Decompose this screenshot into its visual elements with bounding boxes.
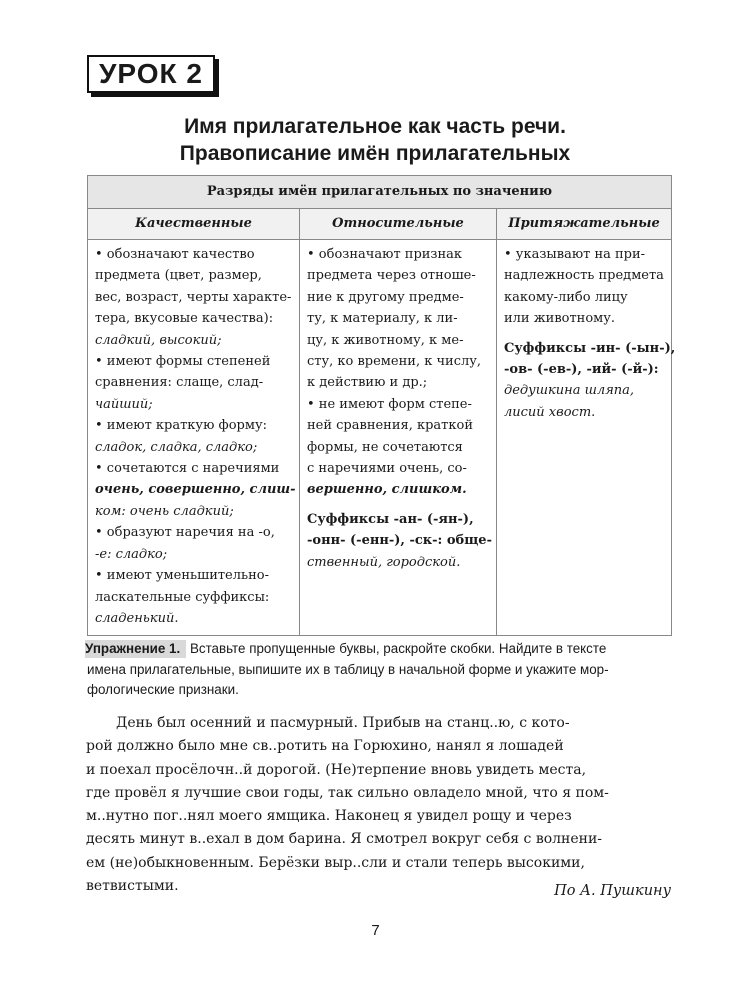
cell-line: • сочетаются с наречиями (95, 461, 280, 477)
cell-line: ние к другому предме- (307, 289, 464, 305)
exercise-text-line: фологические признаки. (87, 682, 239, 697)
cell-line: сладок, сладка, сладко; (95, 439, 258, 455)
table-caption: Разряды имён прилагательных по значению (88, 176, 672, 209)
cell-line: • образуют наречия на -о, (95, 525, 275, 541)
author-attribution: По А. Пушкину (554, 883, 671, 899)
cell-line: ласкательные суффиксы: (95, 589, 270, 605)
suffix-line: дедушкина шляпа, (504, 383, 635, 399)
text-line: десять минут в..ехал в дом барина. Я смотрел вокруг себя с волнени- (86, 831, 603, 848)
header-qualitative: Качественные (88, 209, 300, 240)
cell-line: предмета (цвет, размер, (95, 268, 262, 284)
text-line: ветвистыми. (86, 878, 179, 895)
cell-line: тера, вкусовые качества): (95, 311, 274, 327)
text-line: День был осенний и пасмурный. Прибыв на станц..ю, с кото- (116, 715, 570, 731)
cell-line: • имеют уменьшительно- (95, 568, 269, 584)
cell-line: вершенно, слишком. (307, 482, 467, 498)
cell-line: • не имеют форм степе- (307, 396, 472, 412)
page-number: 7 (371, 922, 380, 939)
cell-line: ком: очень сладкий; (95, 503, 234, 519)
exercise-label: Упражнение 1. (85, 640, 186, 658)
cell-line: -е: сладко; (95, 546, 168, 562)
cell-line: цу, к животному, к ме- (307, 332, 464, 348)
possessive-cell (497, 240, 676, 636)
suffix-line: ственный, городской. (307, 554, 461, 570)
cell-line: вес, возраст, черты характе- (95, 289, 292, 305)
cell-line: формы, не сочетаются (307, 439, 463, 455)
cell-line: • имеют краткую форму: (95, 418, 267, 434)
header-relative: Относительные (300, 209, 497, 240)
adjective-categories-table (87, 175, 676, 636)
suffix-line: Суффиксы -ин- (-ын-), (504, 340, 676, 356)
text-line: и поехал просёлочн..й дорогой. (Не)терпение вновь увидеть места, (86, 761, 587, 778)
cell-line: надлежность предмета (504, 268, 664, 284)
cell-line: • указывают на при- (504, 247, 646, 262)
title-line-2: Правописание имён прилагательных (179, 142, 571, 165)
suffix-line: лисий хвост. (504, 404, 596, 420)
title-line-1: Имя прилагательное как часть речи. (184, 115, 566, 138)
cell-line: сравнения: слаще, слад- (95, 375, 264, 391)
exercise-text (86, 712, 676, 898)
cell-line: • обозначают качество (95, 247, 255, 262)
cell-line: • обозначают признак (307, 247, 463, 262)
suffix-line: Суффиксы -ан- (-ян-), (307, 511, 474, 527)
cell-line: сладенький. (95, 610, 179, 626)
exercise-instructions (87, 639, 679, 701)
header-possessive: Притяжательные (497, 209, 672, 240)
suffix-line: -онн- (-енн-), -ск-: обще- (307, 533, 492, 549)
text-line: рой должно было мне св..ротить на Горюхино, нанял я лошадей (86, 738, 564, 755)
cell-line: чайший; (95, 396, 153, 412)
cell-line: к действию и др.; (307, 375, 428, 391)
lesson-label: УРОК 2 (87, 55, 215, 93)
cell-line: предмета через отноше- (307, 268, 476, 284)
cell-line: сту, ко времени, к числу, (307, 354, 482, 370)
cell-line: • имеют формы степеней (95, 354, 271, 370)
suffix-line: -ов- (-ев-), -ий- (-й-): (504, 362, 659, 378)
cell-line: сладкий, высокий; (95, 332, 222, 348)
cell-line: очень, совершенно, слиш- (95, 482, 296, 498)
text-line: ем (не)обыкновенным. Берёзки выр..сли и стали теперь высокими, (86, 854, 585, 871)
exercise-text-line: имена прилагательные, выпишите их в таблицу в начальной форме и укажите мор- (87, 661, 609, 677)
qualitative-cell (88, 240, 300, 636)
relative-cell (300, 240, 497, 636)
text-line: м..нутно пог..нял моего ямщика. Наконец я увидел рощу и через (86, 808, 572, 825)
page-title (60, 113, 690, 167)
cell-line: какому-либо лицу (504, 289, 628, 305)
cell-line: ту, к материалу, к ли- (307, 311, 458, 327)
cell-line: ней сравнения, краткой (307, 418, 473, 434)
cell-line: или животному. (504, 311, 616, 327)
cell-line: с наречиями очень, со- (307, 461, 467, 477)
exercise-text-line: Вставьте пропущенные буквы, раскройте скобки. Найдите в тексте (189, 641, 607, 656)
text-line: где провёл я лучшие свои годы, так сильно овладело мной, что я пом- (86, 784, 609, 801)
